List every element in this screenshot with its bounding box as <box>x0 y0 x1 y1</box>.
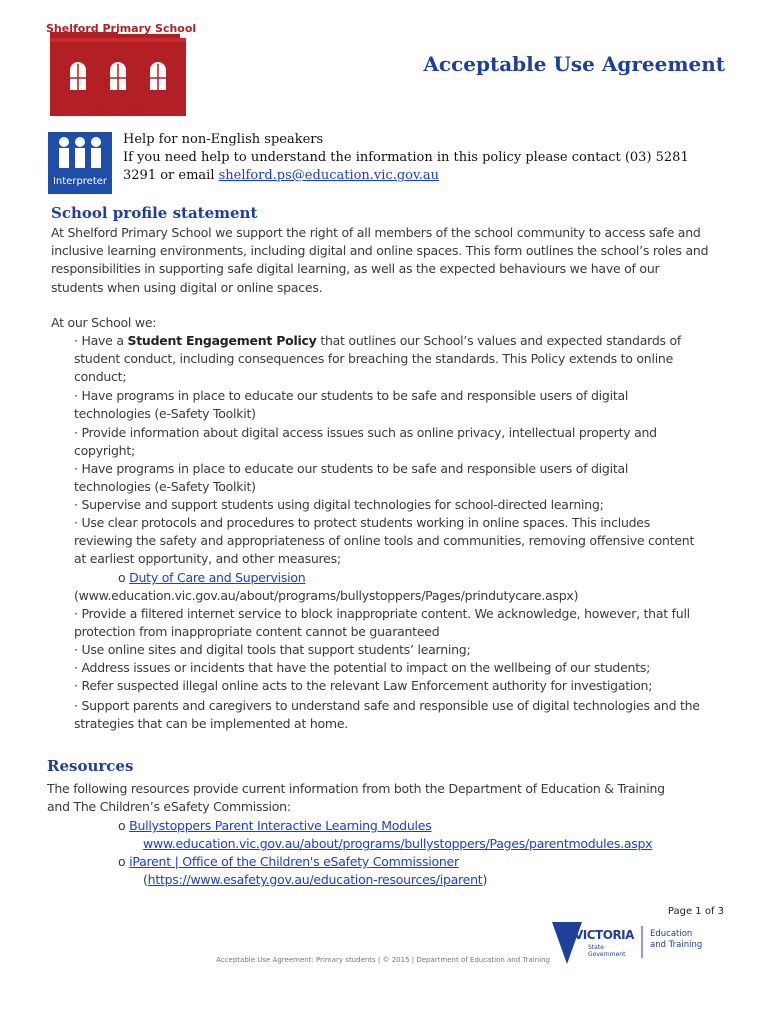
help-text <box>123 149 723 185</box>
help-text-body: If you need help to understand the information in this policy please contact (03) 5281 3291 or email <box>123 150 689 183</box>
victoria-wordmark: VICTORIA <box>574 928 634 942</box>
state-government-text: State Government <box>588 944 626 958</box>
help-block <box>123 131 723 185</box>
duty-of-care-link[interactable]: Duty of Care and Supervision <box>129 570 306 585</box>
resource-item-1: o Bullystoppers Parent Interactive Learning Modules <box>118 818 432 833</box>
logo-school-name: Shelford Primary School <box>46 22 197 35</box>
resource-url-2: (https://www.esafety.gov.au/education-resources/iparent) <box>143 872 488 887</box>
bullystoppers-link[interactable]: Bullystoppers Parent Interactive Learning Modules <box>129 818 432 833</box>
list-item: · Use online sites and digital tools that support students’ learning; <box>74 642 471 657</box>
list-item: · Have programs in place to educate our students to be safe and responsible users of digital technologies (e-Safety Toolkit) <box>74 388 629 422</box>
footer-note: Acceptable Use Agreement: Primary students | © 2015 | Department of Education and Training <box>216 956 550 964</box>
list-item: · Provide a filtered internet service to block inappropriate content. We acknowledge, however, that full protection from inappropriate content cannot be guaranteed <box>74 606 690 640</box>
profile-intro: At Shelford Primary School we support the right of all members of the school community to access safe and inclusive learning environments, including digital and online spaces. This form outlines the school’s roles and responsibilities in supporting safe digital learning, as well as the expected behaviours we have of our students when using digital or online spaces. <box>51 225 709 295</box>
iparent-url-link[interactable]: https://www.esafety.gov.au/education-resources/iparent <box>147 872 483 887</box>
list-item: · Have a Student Engagement Policy that outlines our School’s values and expected standards of student conduct, including consequences for breaching the standards. This Policy extends to online conduct; <box>74 333 682 385</box>
duty-of-care-url: (www.education.vic.gov.au/about/programs/bullystoppers/Pages/prindutycare.aspx) <box>74 588 579 603</box>
list-item: · Support parents and caregivers to understand safe and responsible use of digital technologies and the strategies that can be implemented at home. <box>74 698 700 732</box>
policy-link[interactable]: Student Engagement Policy <box>127 333 317 348</box>
duty-of-care-item: o Duty of Care and Supervision <box>118 570 306 585</box>
list-item: · Address issues or incidents that have the potential to impact on the wellbeing of our students; <box>74 660 651 675</box>
email-link[interactable]: shelford.ps@education.vic.gov.au <box>218 168 440 183</box>
section-heading-profile: School profile statement <box>51 204 258 222</box>
page-title: Acceptable Use Agreement <box>423 52 725 76</box>
education-line-1: Education <box>650 929 693 939</box>
section-heading-resources: Resources <box>47 757 134 775</box>
help-heading: Help for non-English speakers <box>123 132 324 147</box>
victoria-government-logo <box>552 920 712 966</box>
logo-established: Est. 1866 <box>91 107 145 118</box>
list-item: · Use clear protocols and procedures to protect students working in online spaces. This includes reviewing the safety and appropriateness of online tools and communities, removing offensive content at earliest opportunity, and other measures; <box>74 515 695 567</box>
list-item: · Supervise and support students using digital technologies for school-directed learning; <box>74 497 604 512</box>
at-school-label: At our School we: <box>51 315 157 330</box>
bullystoppers-url-link[interactable]: www.education.vic.gov.au/about/programs/bullystoppers/Pages/parentmodules.aspx <box>143 836 653 851</box>
list-item: · Have programs in place to educate our students to be safe and responsible users of digital technologies (e-Safety Toolkit) <box>74 461 629 495</box>
list-item: · Provide information about digital access issues such as online privacy, intellectual property and copyright; <box>74 425 657 459</box>
resources-intro: The following resources provide current information from both the Department of Education & Training and The Children’s eSafety Commission: <box>47 781 665 815</box>
resource-url-1 <box>143 835 743 853</box>
list-item: · Refer suspected illegal online acts to the relevant Law Enforcement authority for investigation; <box>74 678 653 693</box>
resource-item-2: o iParent | Office of the Children's eSafety Commissioner <box>118 854 459 869</box>
page-number: Page 1 of 3 <box>667 906 724 917</box>
interpreter-label: Interpreter <box>52 176 108 187</box>
iparent-link[interactable]: iParent | Office of the Children's eSafety Commissioner <box>129 854 459 869</box>
education-line-2: and Training <box>650 940 703 950</box>
